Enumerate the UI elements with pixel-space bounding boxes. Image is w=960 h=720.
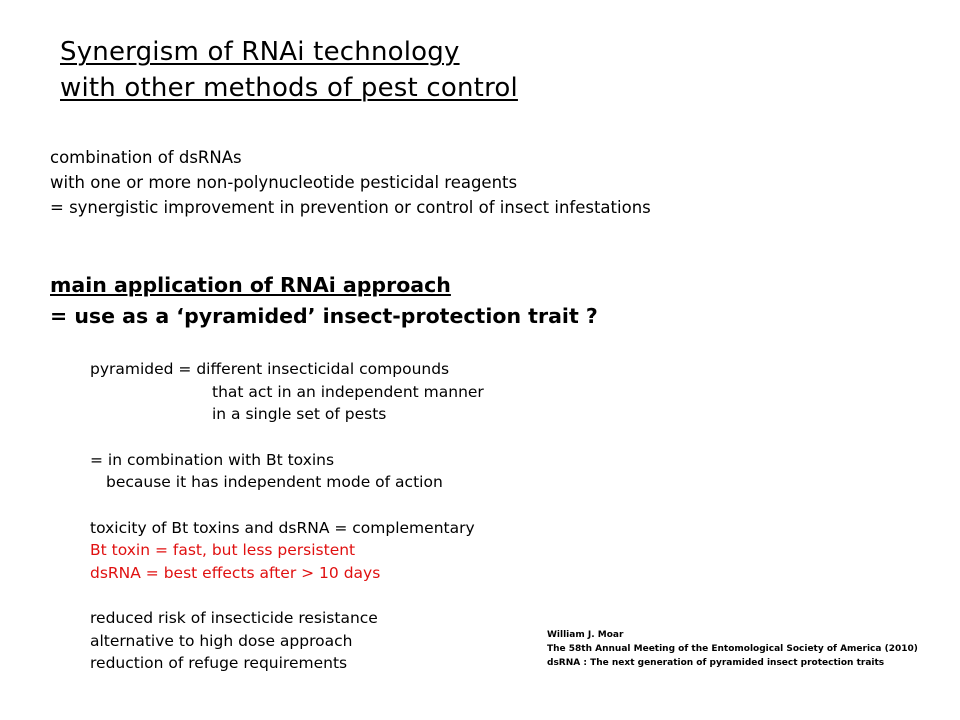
citation-meeting: The 58th Annual Meeting of the Entomological Society of America (2010) (547, 644, 918, 654)
bt-combination: = in combination with Bt toxins (90, 450, 335, 469)
toxicity-statement: toxicity of Bt toxins and dsRNA = complementary (90, 518, 475, 537)
citation-talk: dsRNA : The next generation of pyramided insect protection traits (547, 658, 885, 668)
slide-title-line-1: Synergism of RNAi technology (60, 37, 460, 67)
citation (547, 628, 918, 670)
spacer (90, 426, 484, 449)
pyramided-definition-3: in a single set of pests (212, 405, 387, 423)
bt-combination-reason: because it has independent mode of action (106, 473, 443, 491)
slide-title-line-2: with other methods of pest control (60, 73, 518, 103)
spacer (90, 494, 484, 517)
pyramided-definition: pyramided = different insecticidal compounds (90, 360, 450, 378)
citation-author: William J. Moar (547, 630, 624, 640)
intro-line-2: with one or more non-polynucleotide pesticidal reagents (50, 173, 518, 192)
intro-line-1: combination of dsRNAs (50, 148, 242, 167)
intro-block (50, 145, 651, 220)
benefit-resistance: reduced risk of insecticide resistance (90, 609, 378, 627)
bt-toxin-fast: Bt toxin = fast, but less persistent (90, 541, 356, 559)
dsrna-best-effects: dsRNA = best effects after > 10 days (90, 563, 381, 582)
main-application-subheading: = use as a ‘pyramided’ insect-protection trait ? (50, 304, 598, 328)
main-application-block (50, 270, 598, 332)
intro-line-3: = synergistic improvement in prevention or control of insect infestations (50, 198, 651, 217)
details-block (90, 358, 484, 675)
slide-title (60, 34, 518, 106)
spacer (90, 584, 484, 607)
benefit-high-dose: alternative to high dose approach (90, 631, 353, 650)
main-application-heading: main application of RNAi approach (50, 273, 451, 297)
pyramided-definition-2: that act in an independent manner (212, 382, 484, 401)
benefit-refuge: reduction of refuge requirements (90, 654, 348, 672)
